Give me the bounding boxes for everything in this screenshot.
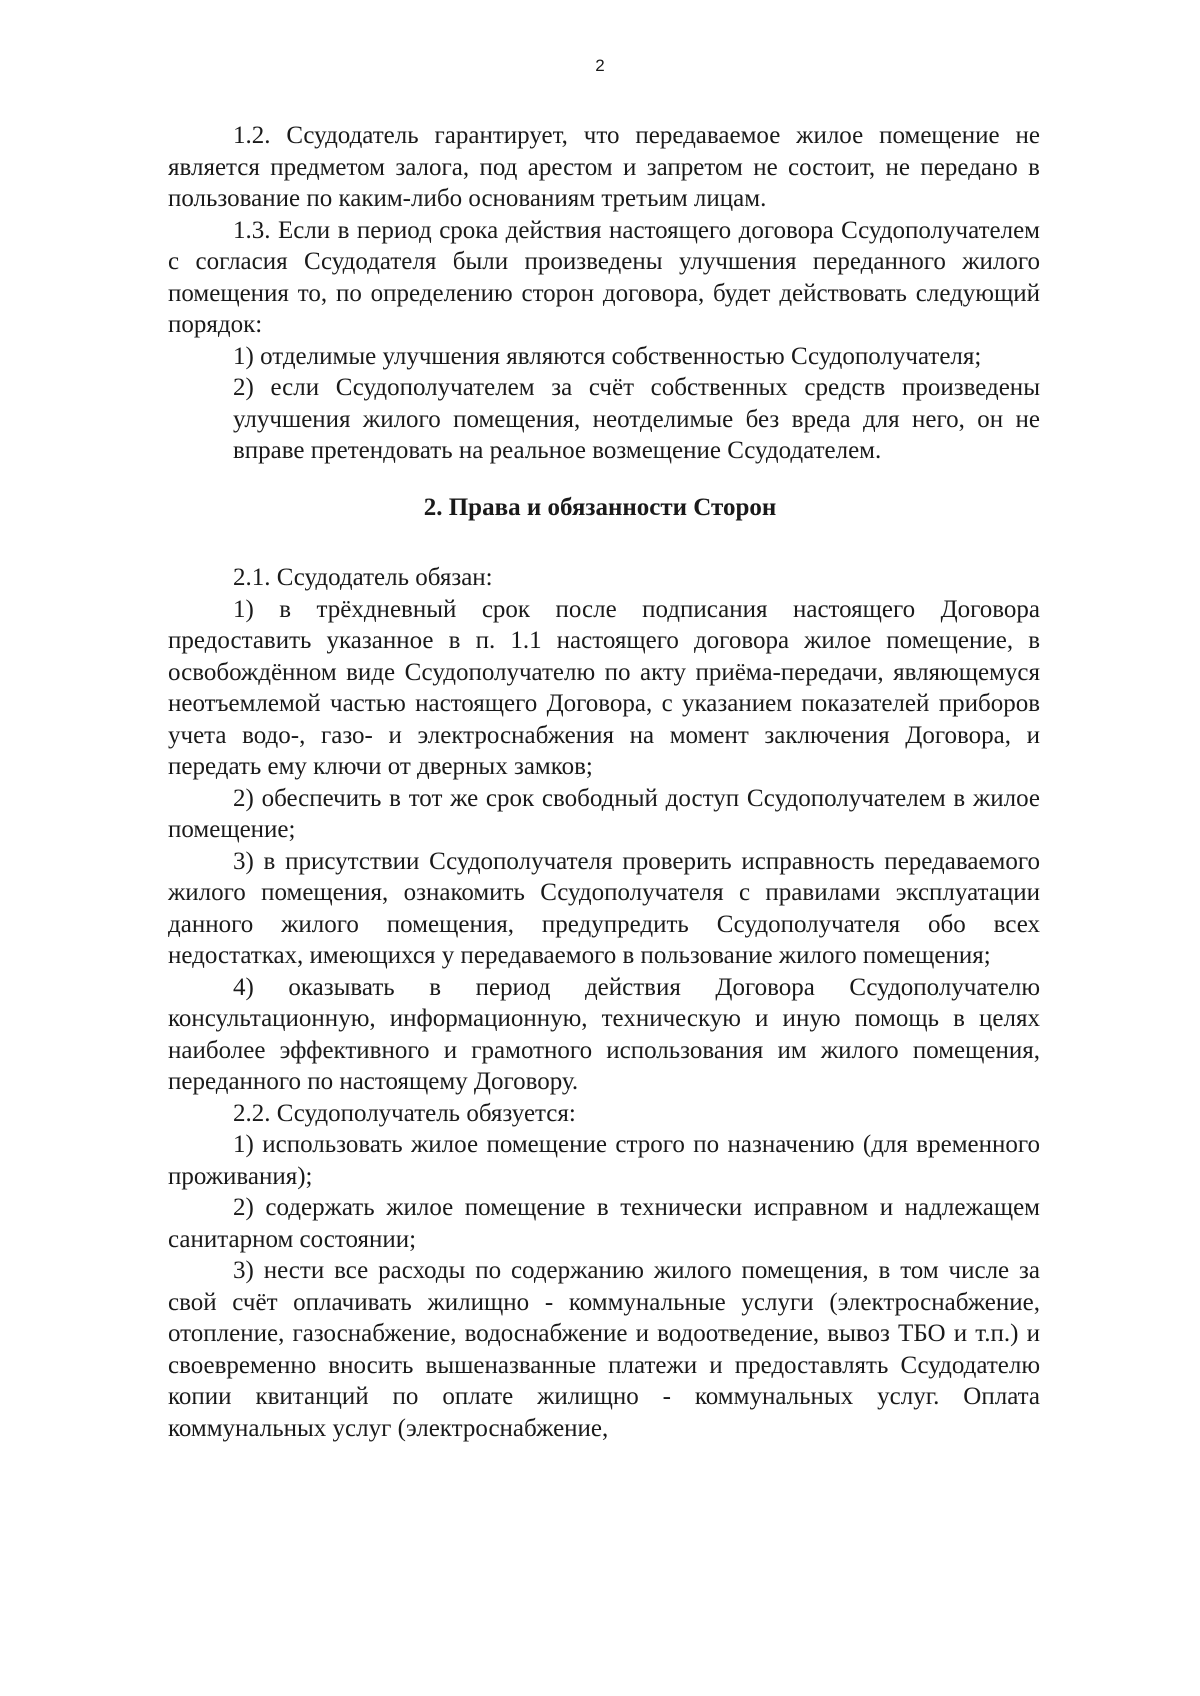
clause-1-3-item-1: 1) отделимые улучшения являются собственностью Ссудополучателя; (233, 342, 982, 370)
section-2-body (168, 562, 1040, 1444)
clause-2-1-item-3: 3) в присутствии Ссудополучателя проверить исправность передаваемого жилого помещения, ознакомить Ссудополучателя с правилами эксплуатации данного жилого помещения, предупредить Ссудополучателя обо всех недостатках, имеющихся у передаваемого в пользование жилого помещения; (168, 847, 1040, 969)
clause-2-2-item-2: 2) содержать жилое помещение в технически исправном и надлежащем санитарном состоянии; (168, 1194, 1040, 1253)
clause-2-1-item-4: 4) оказывать в период действия Договора Ссудополучателю консультационную, информационную, техническую и иную помощь в целях наиболее эффективного и грамотного использования им жилого помещения, переданного по настоящему Договору. (168, 973, 1040, 1095)
page-number: 2 (595, 56, 605, 75)
clause-2-1-item-1: 1) в трёхдневный срок после подписания настоящего Договора предоставить указанное в п. 1.1 настоящего договора жилое помещение, в освобождённом виде Ссудополучателю по акту приёма-передачи, являющемуся неотъемлемой частью настоящего Договора, с указанием показателей приборов учета водо-, газо- и электроснабжения на момент заключения Договора, и передать ему ключи от дверных замков; (168, 595, 1040, 780)
clause-2-2: 2.2. Ссудополучатель обязуется: (233, 1099, 576, 1127)
clause-2-2-item-1: 1) использовать жилое помещение строго по назначению (для временного проживания); (168, 1131, 1040, 1190)
clause-2-2-item-3: 3) нести все расходы по содержанию жилого помещения, в том числе за свой счёт оплачивать жилищно - коммунальные услуги (электроснабжение, отопление, газоснабжение, водоснабжение и водоотведение, вывоз ТБО и т.п.) и своевременно вносить вышеназванные платежи и предоставлять Ссудодателю копии квитанций по оплате жилищно - коммунальных услуг. Оплата коммунальных услуг (электроснабжение, (168, 1257, 1040, 1442)
section-1-continuation (168, 120, 1040, 467)
clause-1-3: 1.3. Если в период срока действия настоящего договора Ссудополучателем с согласия Ссудодателя были произведены улучшения переданного жилого помещения то, по определению сторон договора, будет действовать следующий порядок: (168, 216, 1040, 338)
clause-1-2: 1.2. Ссудодатель гарантирует, что передаваемое жилое помещение не является предметом залога, под арестом и запретом не состоит, не передано в пользование по каким-либо основаниям третьим лицам. (168, 122, 1040, 212)
clause-2-1-item-2: 2) обеспечить в тот же срок свободный доступ Ссудополучателем в жилое помещение; (168, 784, 1040, 843)
section-2-heading: 2. Права и обязанности Сторон (423, 494, 777, 521)
clause-1-3-item-2: 2) если Ссудополучателем за счёт собственных средств произведены улучшения жилого помещения, неотделимые без вреда для него, он не вправе претендовать на реальное возмещение Ссудодателем. (233, 374, 1040, 464)
clause-2-1: 2.1. Ссудодатель обязан: (233, 564, 493, 591)
